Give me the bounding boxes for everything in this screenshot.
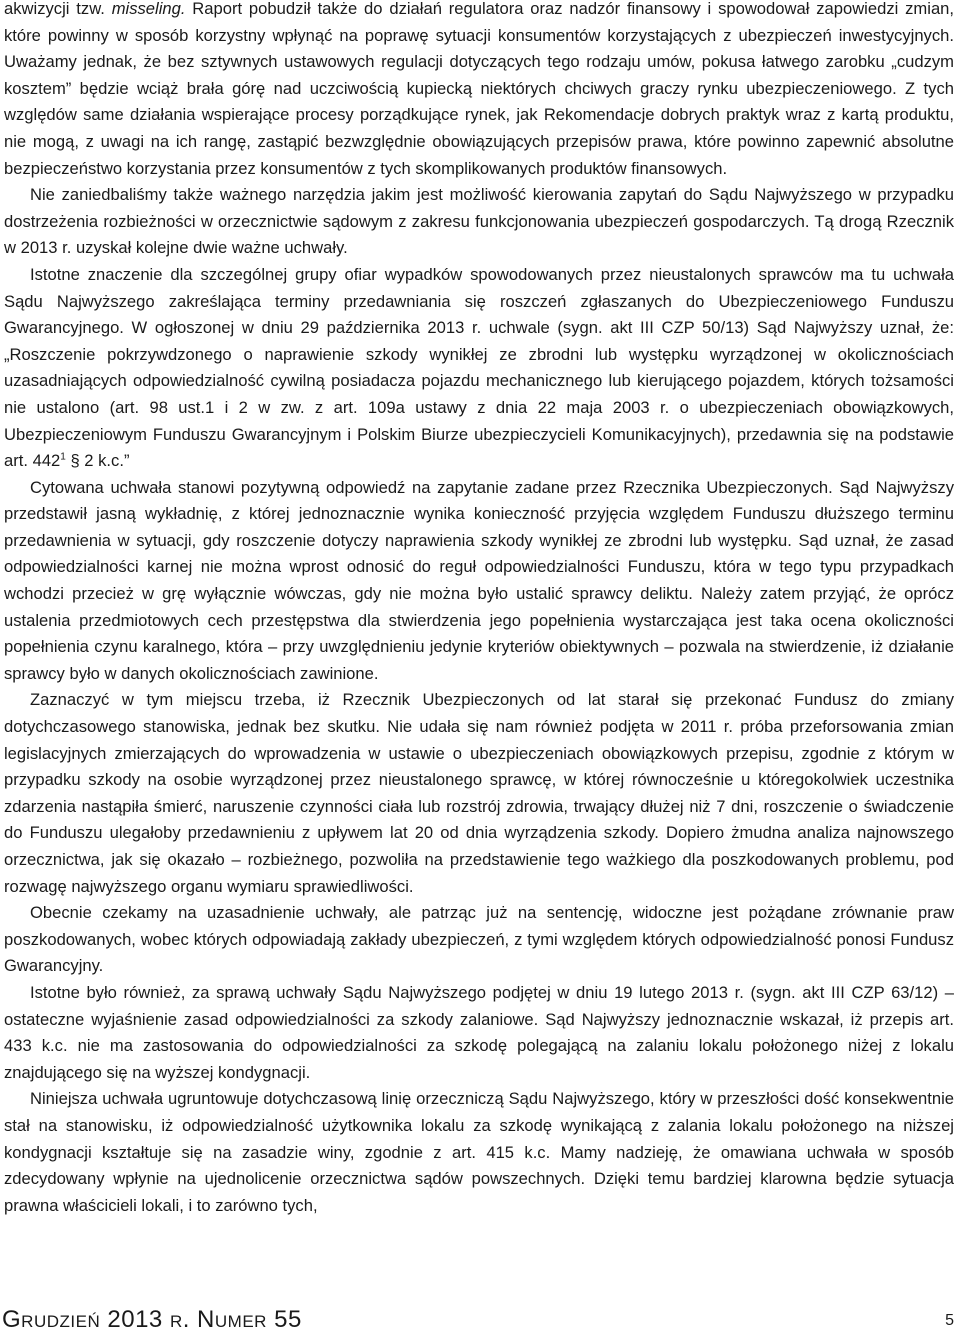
page-footer <box>2 1306 954 1334</box>
paragraph <box>4 980 954 1086</box>
text-run: Zaznaczyć w tym miejscu trzeba, iż Rzecznik Ubezpieczonych od lat starał się przekonać Fundusz do zmiany dotychczasowego stanowiska, jednak bez skutku. Nie udała się nam również podjęta w 2011 r. próba przeforsowania zmian legislacyjnych zmierzających do wprowadzenia w ustawie o ubezpieczeniach obowiązkowych przepisu, zgodnie z którym w przypadku szkody na osobie wyrządzonej przez nieustalonego sprawcę, w której równocześnie u któregokolwiek uczestnika zdarzenia nastąpiła śmierć, naruszenie czynności ciała lub rozstrój zdrowia, trwający dłużej niż 7 dni, roszczenie o świadczenie do Funduszu ulegałoby przedawnieniu z upływem lat 20 od dnia wyrządzenia szkody. Dopiero żmudna analiza najnowszego orzecznictwa, jak się okazało – rozbieżnego, pozwoliła na przedstawienie tego ważkiego dla poszkodowanych problemu, pod rozwagę najwyższego organu wymiaru sprawiedliwości. <box>4 690 954 896</box>
superscript: 1 <box>60 451 66 463</box>
text-run: akwizycji tzw. <box>4 0 112 18</box>
paragraph <box>4 475 954 688</box>
paragraph <box>4 0 954 182</box>
paragraph <box>4 900 954 980</box>
text-run: Nie zaniedbaliśmy także ważnego narzędzia jakim jest możliwość kierowania zapytań do Sądu Najwyższego w przypadku dostrzeżenia rozbieżności w orzecznictwie sądowym z zakresu funkcjonowania ubezpieczeń gospodarczych. Tą drogą Rzecznik w 2013 r. uzyskał kolejne dwie ważne uchwały. <box>4 185 954 258</box>
issue-label: Grudzień 2013 r. Numer 55 <box>2 1306 302 1333</box>
italic-text: misseling. <box>111 0 186 18</box>
text-run: § 2 k.c.” <box>65 451 130 471</box>
text-run: Cytowana uchwała stanowi pozytywną odpowiedź na zapytanie zadane przez Rzecznika Ubezpieczonych. Sąd Najwyższy przedstawił jasną wykładnię, z której jednoznacznie wynika konieczność przyjęcia względem Funduszu dłuższego terminu przedawnienia w sytuacji, gdy roszczenie dotyczy naprawienia szkody wynikłej ze zbrodni lub występku. Sąd uznał, że zasad odpowiedzialności karnej nie można wprost odnosić do reguł odpowiedzialności Funduszu, która w tego typu przypadkach wchodzi przecież w grę wyłącznie wówczas, gdy nie można było ustalić sprawcy deliktu. Należy zatem przyjąć, że oprócz ustalenia przedmiotowych cech przestępstwa dla stwierdzenia jego popełnienia wystarczająca jest taka ocena okoliczności popełnienia czynu karalnego, która – przy uwzględnieniu jedynie kryteriów obiektywnych – pozwala na stwierdzenie, iż działanie sprawcy było w danych okolicznościach zawinione. <box>4 477 954 683</box>
paragraph <box>4 262 954 475</box>
text-run: Obecnie czekamy na uzasadnienie uchwały, ale patrząc już na sentencję, widoczne jest pożądane zrównanie praw poszkodowanych, wobec których odpowiadają zakłady ubezpieczeń, z tymi względem których odpowiedzialność ponosi Fundusz Gwarancyjny. <box>4 903 954 976</box>
paragraph <box>4 182 954 262</box>
text-run: Raport pobudził także do działań regulatora oraz nadzór finansowy i spowodował zapowiedzi zmian, które powinny w sposób korzystny wpłynąć na poprawę sytuacji konsumentów korzystających z ubezpieczeń inwestycyjnych. Uważamy jednak, że bez sztywnych ustawowych regulacji dotyczących tego rodzaju umów, pokusa łatwego zarobku „cudzym kosztem” będzie wciąż brała górę nad uczciwością kupiecką niektórych chciwych graczy rynku ubezpieczeniowego. Z tych względów same działania wspierające procesy porządkujące rynek, jak Rekomendacje dobrych praktyk wraz z kartą produktu, nie mogą, z uwagi na ich rangę, zastąpić bezwzględnie obowiązujących przepisów prawa, które powinno zapewnić absolutne bezpieczeństwo korzystania przez konsumentów z tych skomplikowanych produktów finansowych. <box>4 0 955 178</box>
text-run: Istotne znaczenie dla szczególnej grupy ofiar wypadków spowodowanych przez nieustalonych sprawców ma tu uchwała Sądu Najwyższego zakreślająca terminy przedawniania się roszczeń zgłaszanych do Ubezpieczeniowego Funduszu Gwarancyjnego. W ogłoszonej w dniu 29 października 2013 r. uchwale (sygn. akt III CZP 50/13) Sąd Najwyższy uznał, że: „Roszczenie pokrzywdzonego o naprawienie szkody wynikłej ze zbrodni lub występku wyrządzonej w okolicznościach uzasadniających odpowiedzialność cywilną posiadacza pojazdu mechanicznego lub kierującego pojazdem, których tożsamości nie ustalono (art. 98 ust.1 i 2 w zw. z art. 109a ustawy z dnia 22 maja 2003 r. o ubezpieczeniach obowiązkowych, Ubezpieczeniowym Funduszu Gwarancyjnym i Polskim Biurze ubezpieczycieli Komunikacyjnych), przedawnia się na podstawie art. 442 <box>4 264 954 471</box>
text-run: Niniejsza uchwała ugruntowuje dotychczasową linię orzeczniczą Sądu Najwyższego, który w przeszłości dość konsekwentnie stał na stanowisku, iż odpowiedzialność użytkownika lokalu za szkodę wynikającą z zalania lokalu położonego na niższej kondygnacji kształtuje się na zasadzie winy, zgodnie z art. 415 k.c. Mamy nadzieję, że omawiana uchwała w sposób zdecydowany wpłynie na ujednolicenie orzecznictwa sądów powszechnych. Dzięki temu bardziej klarowna będzie sytuacja prawna właścicieli lokali, i to zarówno tych, <box>4 1089 954 1215</box>
paragraph <box>4 687 954 900</box>
paragraph <box>4 1086 954 1219</box>
page-number: 5 <box>945 1312 954 1329</box>
document-body <box>4 0 954 1219</box>
text-run: Istotne było również, za sprawą uchwały Sądu Najwyższego podjętej w dniu 19 lutego 2013 r. (sygn. akt III CZP 63/12) – ostateczne wyjaśnienie zasad odpowiedzialności za szkody zalaniowe. Sąd Najwyższy jednoznacznie wskazał, iż przepis art. 433 k.c. nie ma zastosowania do odpowiedzialności za szkodę polegającą na zalaniu lokalu położonego niżej z lokalu znajdującego się na wyższej kondygnacji. <box>4 982 954 1082</box>
